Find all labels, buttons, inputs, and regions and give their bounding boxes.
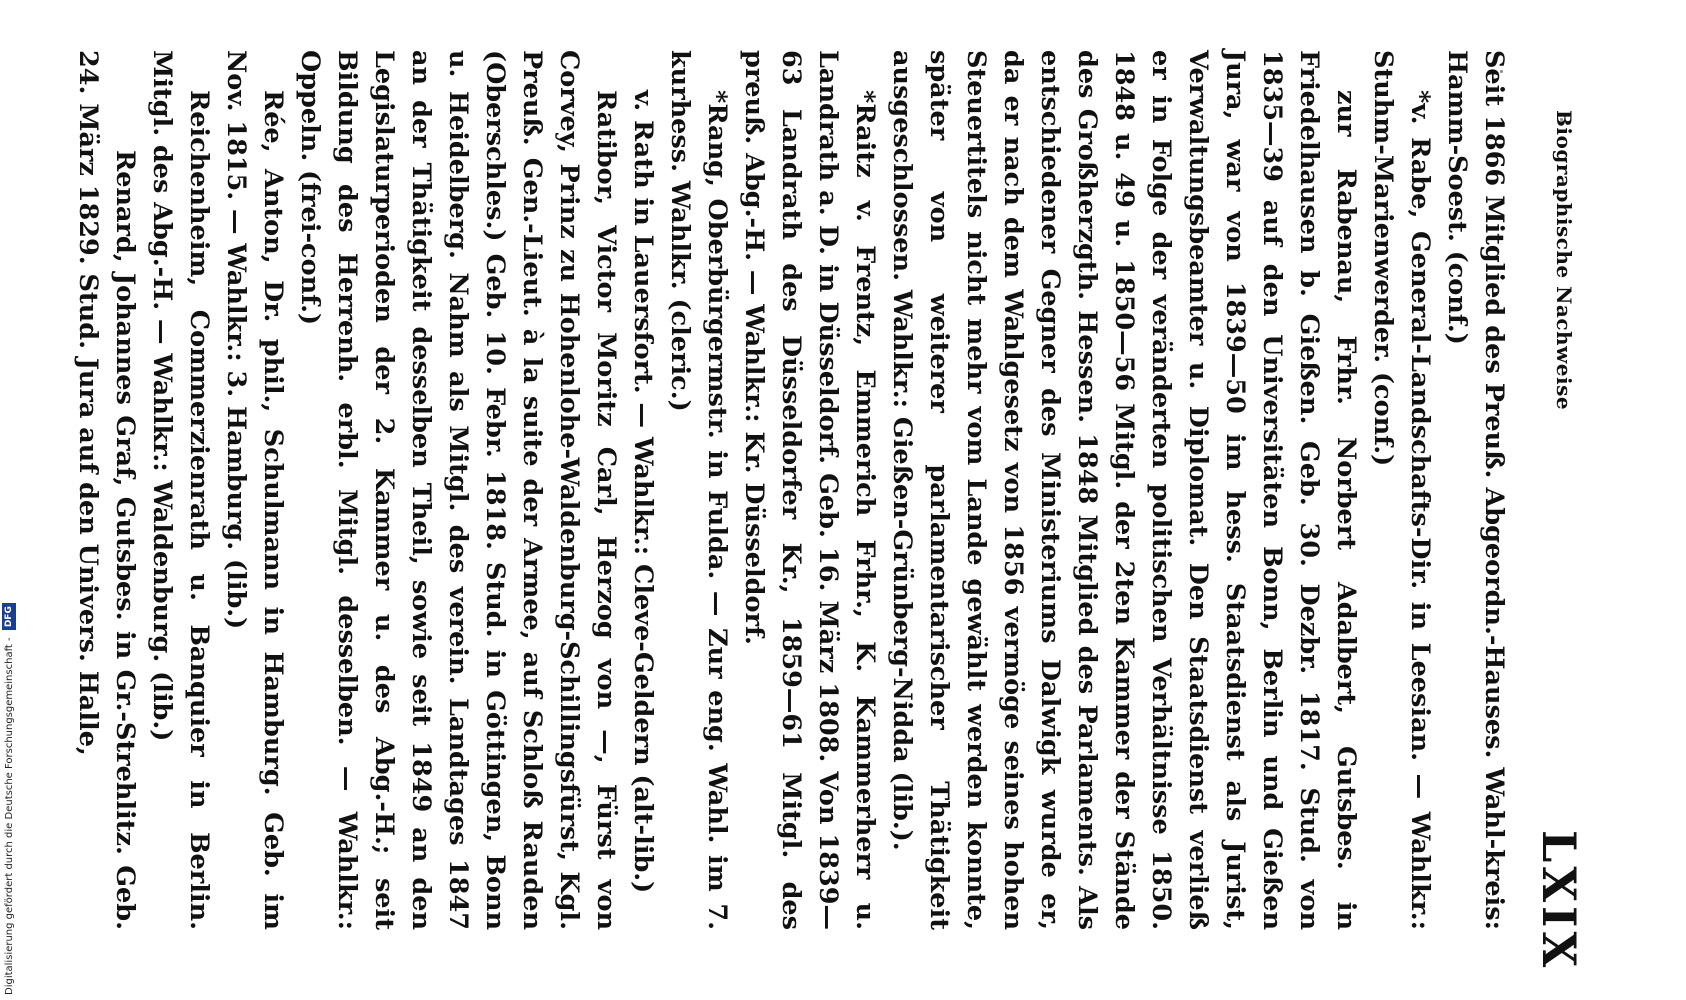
entry-paragraph: *Rang, Oberbürgermstr. in Fulda. — Zur eng. Wahl. im 7. kurhess. Wahlkr. (cleric.) xyxy=(665,50,732,930)
digitization-credit xyxy=(0,606,20,995)
entry-paragraph: *Raitz v. Frentz, Emmerich Frhr., K. Kammerherr u. Landrath a. D. in Düsseldorf. Geb. 16. März 1808. Von 1839—63 Landrath des Düsseldorfer Kr., 1859—61 Mitgl. des preuß. Abg.-H. — Wahlkr.: Kr. Düsseldorf. xyxy=(739,50,880,930)
entry-paragraph: Rée, Anton, Dr. phil., Schulmann in Hamburg. Geb. im Nov. 1815. — Wahlkr.: 3. Hamburg. (lib.) xyxy=(221,50,288,930)
digitization-credit-text xyxy=(0,606,20,995)
entry-paragraph: Ratibor, Victor Moritz Carl, Herzog von —, Fürst von Corvey, Prinz zu Hohenlohe-Waldenburg-Schillingsfürst, Kgl. Preuß. Gen.-Lieut. à la suite der Armee, auf Schloß Rauden (Oberschles.) Geb. 10. Febr. 1818. Stud. in Göttingen, Bonn u. Heidelberg. Nahm als Mitgl. des verein. Landtages 1847 an der Thätigkeit desselben Theil, sowie seit 1849 an den Legislaturperioden der 2. Kammer u. des Abg.-H.; seit Bildung des Herrenh. erbl. Mitgl. desselben. — Wahlkr.: Oppeln. (frei-conf.) xyxy=(295,50,621,930)
entry-paragraph: *v. Rabe, General-Landschafts-Dir. in Leesian. — Wahlkr.: Stuhm-Marienwerder. (conf.) xyxy=(1368,50,1435,930)
entry-paragraph: Seit 1866 Mitglied des Preuß. Abgeordn.-Hauses. Wahl-kreis: Hamm-Soest. (conf.) xyxy=(1442,50,1509,930)
dfg-logo: DFG xyxy=(2,603,16,630)
entry-paragraph: Renard, Johannes Graf, Gutsbes. in Gr.-Strehlitz. Geb. 24. März 1829. Stud. Jura auf den Univers. Halle, xyxy=(73,50,140,930)
book-page xyxy=(73,50,1586,972)
entry-paragraph: Reichenheim, Commerzienrath u. Banquier in Berlin. Mitgl. des Abg.-H. — Wahlkr.: Waldenburg. (lib.) xyxy=(147,50,214,930)
running-title: Biographische Nachweise xyxy=(1552,110,1576,411)
entry-paragraph: v. Rath in Lauersfort. — Wahlkr.: Cleve-Geldern (alt-lib.) xyxy=(628,90,658,894)
page-body xyxy=(69,50,1512,930)
entry-paragraph: zur Rabenau, Frhr. Norbert Adalbert, Gutsbes. in Friedelhausen b. Gießen. Geb. 30. Dezbr. 1817. Stud. von 1835—39 auf den Universitäten Bonn, Berlin und Gießen Jura, war von 1839—50 im hess. Staatsdienst als Jurist, Verwaltungsbeamter u. Diplomat. Den Staatsdienst verließ er in Folge der veränderten politischen Verhältnisse 1850. 1848 u. 49 u. 1850—56 Mitgl. der 2ten Kammer der Stände des Großherzgth. Hessen. 1848 Mitglied des Parlaments. Als entschiedener Gegner des Ministeriums Dalwigk wurde er, da er nach dem Wahlgesetz von 1856 vermöge seines hohen Steuertitels nicht mehr vom Lande gewählt werden konnte, später von weiterer parlamentarischer Thätigkeit ausgeschlossen. Wahlkr.: Gießen-Grünberg-Nidda (lib.). xyxy=(887,50,1361,930)
credit-text: Digitalisierung gefördert durch die Deutsche Forschungsgemeinschaft - xyxy=(4,637,15,995)
running-head xyxy=(1526,50,1586,972)
page-number: LXIX xyxy=(1532,830,1586,972)
